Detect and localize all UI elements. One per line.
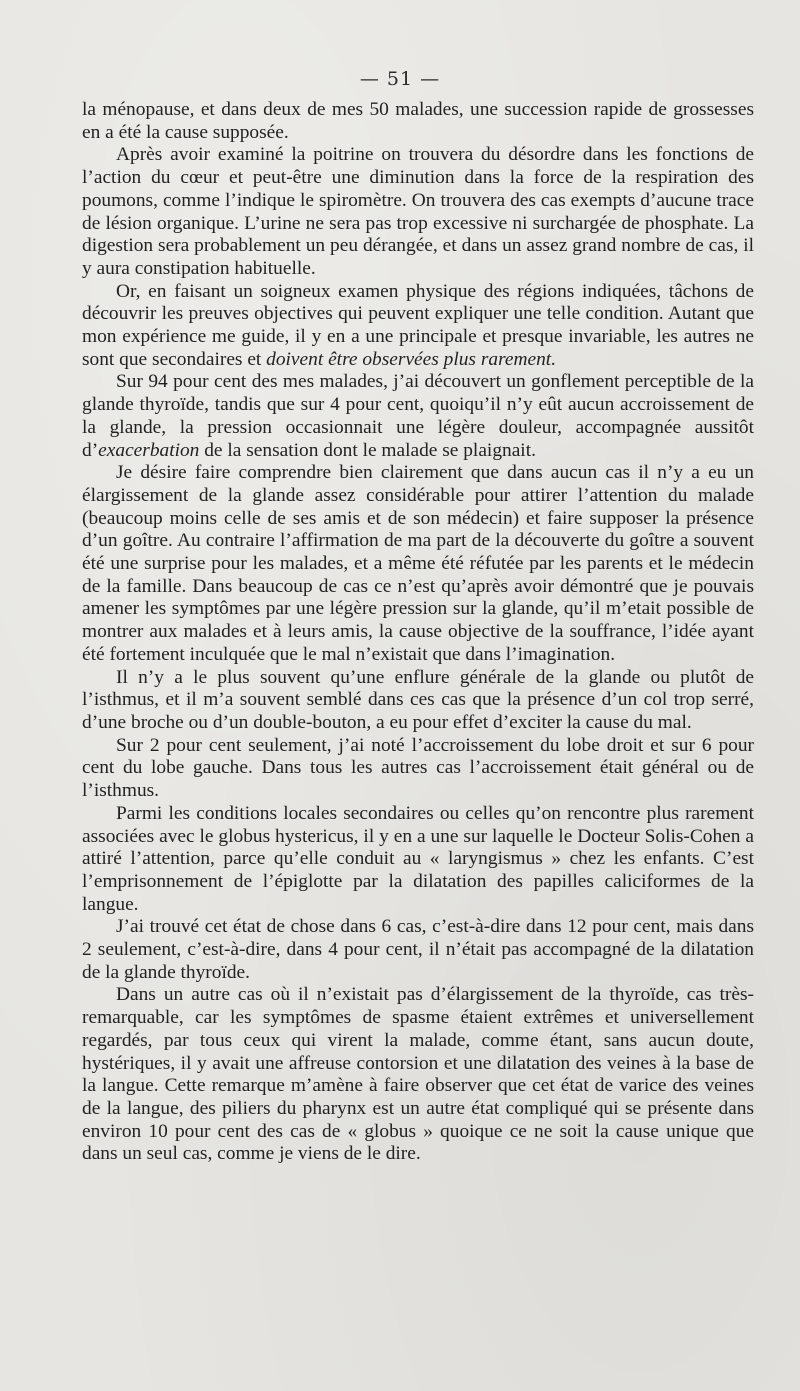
paragraph — [82, 99, 754, 144]
text-segment: Sur 94 pour cent des mes malades, j’ai découvert un gonflement perceptible de la glande thyroïde, tandis que sur 4 pour cent, quoiqu’il n’y eût aucun accroissement de la glande, la pression occasionnait une légère douleur, accompagnée aussitôt d’ — [82, 371, 754, 461]
paragraph — [82, 462, 754, 666]
text-segment: J’ai trouvé cet état de chose dans 6 cas, c’est-à-dire dans 12 pour cent, mais dans 2 seulement, c’est-à-dire, dans 4 pour cent, il n’était pas accompagné de la dilatation de la glande thyroïde. — [82, 916, 754, 983]
paragraph — [82, 667, 754, 735]
text-segment: Après avoir examiné la poitrine on trouvera du désordre dans les fonctions de l’action du cœur et peut-être une diminution dans la force de la respiration des poumons, comme l’indique le spiromètre. On trouvera des cas exempts d’aucune trace de lésion organique. L’urine ne sera pas trop excessive ni surchargée de phosphate. La digestion sera probablement un peu dérangée, et dans un assez grand nombre de cas, il y aura constipation habituelle. — [82, 144, 754, 279]
paragraph — [82, 803, 754, 917]
italic-text-segment: doivent être observées plus rarement. — [266, 348, 557, 370]
italic-text-segment: exacerbation — [98, 439, 200, 461]
page-number: — 51 — — [359, 68, 441, 90]
text-segment: Or, en faisant un soigneux examen physique des régions indiquées, tâchons de découvrir les preuves objectives qui peuvent expliquer une telle condition. Autant que mon expérience me guide, il y en a une principale et presque invariable, les autres ne sont que secondaires et — [82, 280, 754, 370]
text-segment: Je désire faire comprendre bien clairement que dans aucun cas il n’y a eu un élargissement de la glande assez considérable pour attirer l’attention du malade (beaucoup moins celle de ses amis et de son médecin) et faire supposer la présence d’un goître. Au contraire l’affirmation de ma part de la découverte du goître a souvent été une surprise pour les malades, et a même été réfutée par les parents et le médecin de la famille. Dans beaucoup de cas ce n’est qu’après avoir démontré que je pouvais amener les symptômes par une légère pression sur la glande, qu’il m’etait possible de montrer aux malades et à leurs amis, la cause objective de la souffrance, l’idée ayant été fortement inculquée que le mal n’existait que dans l’imagination. — [82, 462, 754, 665]
text-segment: Sur 2 pour cent seulement, j’ai noté l’accroissement du lobe droit et sur 6 pour cent du lobe gauche. Dans tous les autres cas l’accroissement était général ou de l’isthmus. — [82, 734, 754, 802]
paragraph — [82, 735, 754, 803]
paragraph — [82, 371, 754, 462]
text-segment: la ménopause, et dans deux de mes 50 malades, une succession rapide de grossesses en a été la cause supposée. — [82, 99, 754, 143]
text-segment: Parmi les conditions locales secondaires ou celles qu’on rencontre plus rarement associées avec le globus hystericus, il y en a une sur laquelle le Docteur Solis-Cohen a attiré l’attention, parce qu’elle conduit au « laryngismus » chez les enfants. C’est l’emprisonnement de l’épiglotte par la dilatation des papilles caliciformes de la langue. — [82, 802, 754, 915]
text-segment: de la sensation dont le malade se plaignait. — [199, 439, 536, 461]
text-segment: Dans un autre cas où il n’existait pas d’élargissement de la thyroïde, cas très-remarquable, car les symptômes de spasme étaient extrêmes et universellement regardés, par tous ceux qui virent la malade, comme étant, sans aucun doute, hystériques, il y avait une affreuse contorsion et une dilatation des veines à la base de la langue. Cette remarque m’amène à faire observer que cet état de varice des veines de la langue, des piliers du pharynx est un autre état compliqué qui se présente dans environ 10 pour cent des cas de « globus » quoique ce ne soit la cause unique que dans un seul cas, comme je viens de le dire. — [82, 984, 754, 1165]
text-segment: Il n’y a le plus souvent qu’une enflure générale de la glande ou plutôt de l’isthmus, et il m’a souvent semblé dans ces cas que la présence d’un col trop serré, d’une broche ou d’un double-bouton, a eu pour effet d’exciter la cause du mal. — [82, 666, 754, 733]
body-text — [82, 99, 754, 1166]
paragraph — [82, 984, 754, 1166]
paragraph — [82, 916, 754, 984]
paragraph — [82, 144, 754, 280]
paragraph — [82, 281, 754, 372]
